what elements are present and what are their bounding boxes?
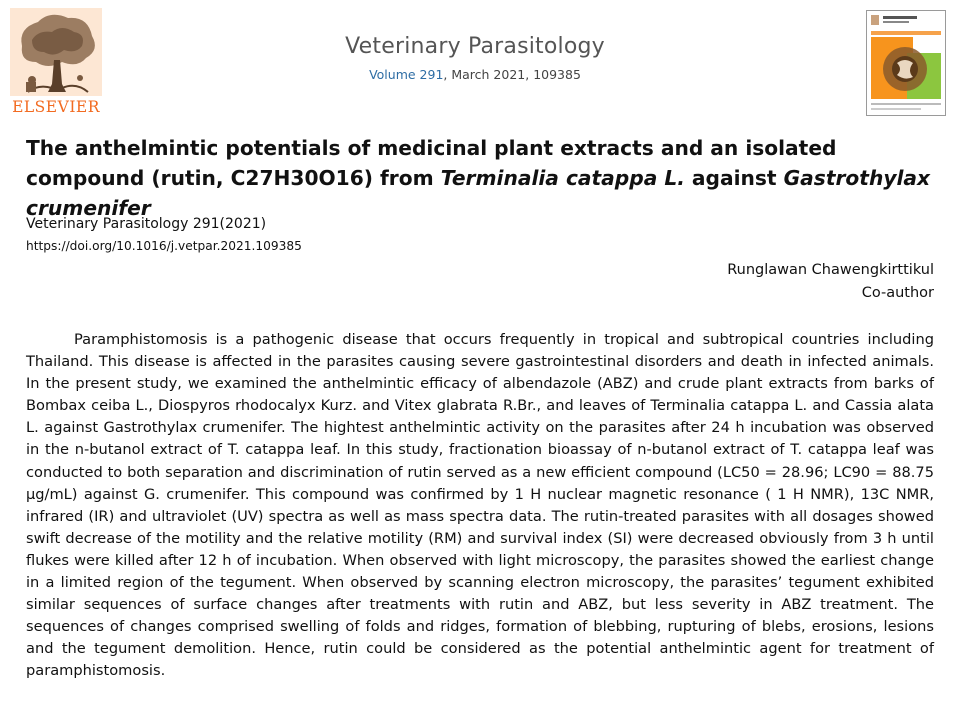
elsevier-tree-logo-icon: [8, 6, 104, 98]
journal-cover[interactable]: [866, 10, 946, 116]
journal-header: [240, 34, 710, 82]
article-title: [26, 133, 936, 223]
journal-name[interactable]: Veterinary Parasitology: [345, 34, 605, 59]
author-role: Co-author: [861, 285, 934, 301]
citation: Veterinary Parasitology 291(2021): [26, 216, 267, 232]
journal-issue: [240, 67, 710, 82]
title-text-start: The anthelmintic potentials of medicinal plant extracts and an isolated compound (rutin, C27H30O16) from: [26, 136, 837, 190]
journal-cover-thumbnail-icon: [867, 11, 945, 115]
elsevier-logo: [8, 6, 104, 116]
issue-details: , March 2021, 109385: [443, 67, 581, 82]
author-name: Runglawan Chawengkirttikul: [727, 262, 934, 278]
abstract-text: Paramphistomosis is a pathogenic disease that occurs frequently in tropical and subtropical countries including Thailand. This disease is affected in the parasites causing severe gastrointestinal disorders and death in infected animals. In the present study, we examined the anthelmintic efficacy of albendazole (ABZ) and crude plant extracts from barks of Bombax ceiba L., Diospyros rhodocalyx Kurz. and Vitex glabrata R.Br., and leaves of Terminalia catappa L. and Cassia alata L. against Gastrothylax crumenifer. The hightest anthelmintic activity on the parasites after 24 h incubation was observed in the n-butanol extract of T. catappa leaf. In this study, fractionation bioassay of n-butanol extract of T. catappa leaf was conducted to both separation and discrimination of rutin served as a new efficient compound (LC50 = 28.96; LC90 = 88.75 µg/mL) against G. crumenifer. This compound was confirmed by 1 H nuclear magnetic resonance ( 1 H NMR), 13C NMR, infrared (IR) and ultraviolet (UV) spectra as well as mass spectra data. The rutin-treated parasites with all dosages showed swift decrease of the motility and the relative motility (RM) and survival index (SI) were decreased obviously from 3 h until flukes were killed after 12 h of incubation. When observed with light microscopy, the parasites showed the earliest change in a limited region of the tegument. When observed by scanning electron microscopy, the parasites’ tegument exhibited similar sequences of surface changes after treatments with rutin and ABZ, but less severity in ABZ treatment. The sequences of changes comprised swelling of folds and ridges, formation of blebbing, rupturing of blebs, erosions, lesions and the tegument demolition. Hence, rutin could be considered as the potential anthelmintic agent for treatment of paramphistomosis.: [26, 331, 934, 680]
title-text-middle: against: [684, 166, 784, 190]
publisher-name: ELSEVIER: [12, 98, 100, 116]
author-block: [727, 259, 934, 305]
volume-link[interactable]: Volume 291: [369, 67, 444, 82]
title-species-gastrothylax: Gastrothylax crumenifer: [26, 166, 931, 220]
title-species-terminalia: Terminalia catappa L.: [440, 166, 685, 190]
doi-link[interactable]: https://doi.org/10.1016/j.vetpar.2021.109385: [26, 239, 302, 253]
